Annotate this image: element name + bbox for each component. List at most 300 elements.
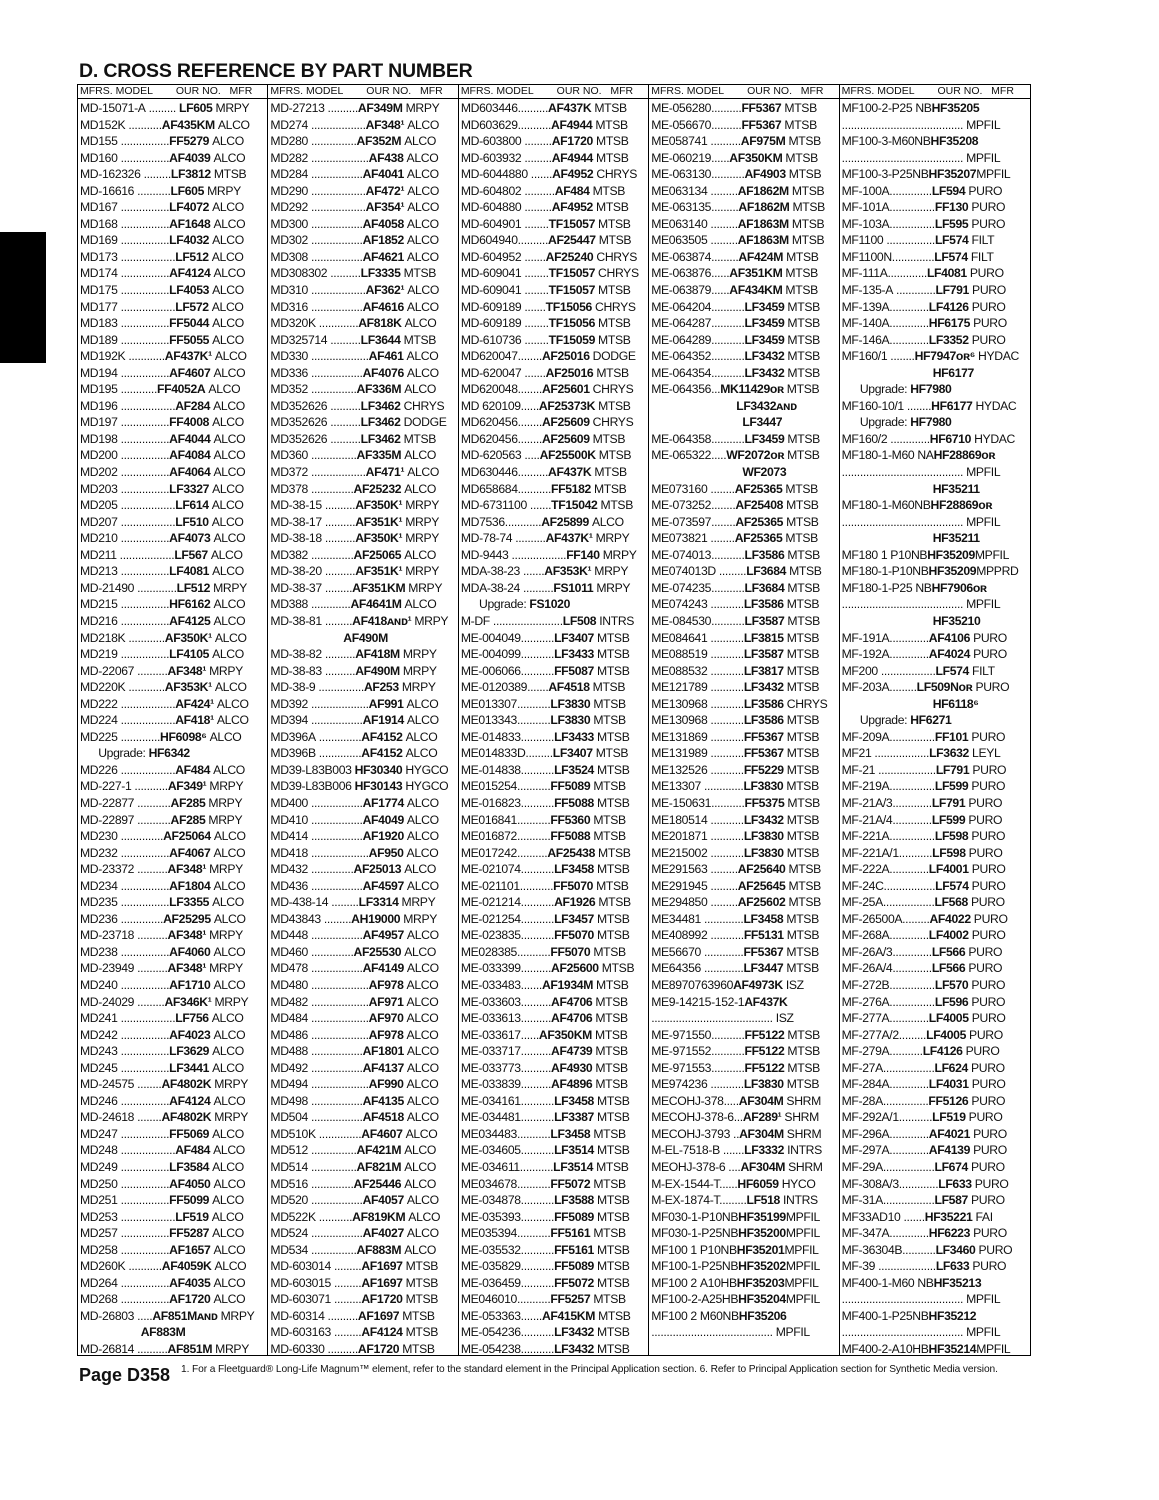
table-row: MD448 .................AF4957 ALCO [270, 928, 439, 943]
table-row: MD-6044880 .......AF4952 CHRYS [460, 167, 638, 182]
table-row: MF-140A.............HF6175 PURO [841, 316, 1007, 331]
table-row: MD222 ..................AF424¹ ALCO [80, 696, 249, 711]
table-row: MD245 ................LF3441 ALCO [80, 1060, 244, 1075]
table-row: ME-054238...........LF3432 MTSB [460, 1342, 630, 1355]
table-row: ME034483...........LF3458 MTSB [460, 1126, 626, 1141]
table-row: MF030-1-P25NBHF35200MPFIL [651, 1226, 820, 1241]
table-row: ME028385...........FF5070 MTSB [460, 944, 626, 959]
table-row: M-DF .......................LF508 INTRS [460, 613, 635, 628]
table-row: MD-38-82 ..........AF418M MRPY [270, 647, 437, 662]
table-row: MF100-2-A25HBHF35204MPFIL [651, 1292, 820, 1307]
table-row: MD-620047 .......AF25016 MTSB [460, 365, 629, 380]
table-row: MD-609189 .......TF15056 CHRYS [460, 299, 636, 314]
table-row: MF-36304B...........LF3460 PURO [841, 1242, 1013, 1257]
table-row: ME294850 .........AF25602 MTSB [651, 895, 821, 910]
table-row: MD234 ................AF1804 ALCO [80, 878, 246, 893]
table-row: MD-604901 ........TF15057 MTSB [460, 216, 631, 231]
table-row: MF100-3-P25NBHF35207MPFIL [841, 167, 1011, 182]
table-row: MD432 ..............AF25013 ALCO [270, 862, 437, 877]
table-row: MD177 ..................LF572 ALCO [80, 299, 244, 314]
table-row: MD360 ...............AF335M ALCO [270, 448, 436, 463]
table-row: ME-014833...........LF3433 MTSB [460, 729, 630, 744]
table-row: ME-033717..........AF4739 MTSB [460, 1044, 628, 1059]
table-row: MD-609041 ........TF15057 MTSB [460, 283, 631, 298]
table-row: MD-38-15 ..........AF350K¹ MRPY [270, 498, 440, 513]
table-row: MF180 1 P10NBHF35209MPFIL [841, 547, 1010, 562]
table-row: MD-21490 .............LF512 MRPY [80, 580, 247, 595]
table-row: MD396A ..............AF4152 ALCO [270, 729, 438, 744]
table-row: MD230 ..............AF25064 ALCO [80, 829, 246, 844]
table-row: ME-064358...........LF3459 MTSB [651, 431, 820, 446]
table-row: MD219 ................LF4105 ALCO [80, 647, 244, 662]
table-row: MF100-3-M60NBHF35208 [841, 134, 979, 149]
table-row: MF-39 ...................LF633 PURO [841, 1259, 1007, 1274]
table-row: ........................................ MPFIL [841, 465, 1001, 480]
table-row: LF3432ᴀɴᴅ [736, 398, 797, 413]
table-row: MF1100 ................LF574 FILT [841, 233, 995, 248]
table-row: MD352626 ..........LF3462 DODGE [270, 415, 447, 430]
table-row: MD394 .................AF1914 ALCO [270, 713, 439, 728]
table-row: MD-603071 .........AF1720 MTSB [270, 1292, 439, 1307]
table-row: ME-021074...........LF3458 MTSB [460, 862, 630, 877]
table-row: ME-073597........AF25365 MTSB [651, 514, 819, 529]
table-row: MF-296A.............AF4021 PURO [841, 1126, 1007, 1141]
table-row: MD-162326 .........LF3812 MTSB [80, 167, 247, 182]
table-row: ME074013D .........LF3684 MTSB [651, 564, 822, 579]
table-column [840, 99, 1030, 1355]
table-row: ME-033839..........AF4896 MTSB [460, 1077, 628, 1092]
table-row: MD152K ...........AF435KM ALCO [80, 117, 250, 132]
table-row: MD-603932 .........AF4944 MTSB [460, 150, 629, 165]
table-row: MD43843 .........AH19000 MRPY [270, 911, 438, 926]
table-row: MD189 ................FF5055 ALCO [80, 332, 244, 347]
table-row: MF-277A.............LF4005 PURO [841, 1011, 1006, 1026]
table-column [649, 99, 839, 1355]
table-row: ME-054236...........LF3432 MTSB [460, 1325, 630, 1340]
table-row: ME-035532...........FF5161 MTSB [460, 1242, 630, 1257]
table-row: MF100-1-P25NBHF35202MPFIL [651, 1259, 820, 1274]
table-row: ME-016823...........FF5088 MTSB [460, 795, 630, 810]
table-row: MD658684...........FF5182 MTSB [460, 481, 627, 496]
table-row: MD280 ...............AF352M ALCO [270, 134, 436, 149]
table-row: MD480 ...................AF978 ALCO [270, 977, 439, 992]
table-row: ME-036459...........FF5072 MTSB [460, 1275, 630, 1290]
table-row: MD-23949 ..........AF348¹ MRPY [80, 961, 243, 976]
table-row: MD216 ................AF4125 ALCO [80, 613, 246, 628]
table-row: MF-279A...........LF4126 PURO [841, 1044, 1000, 1059]
table-row: ME-065322.....WF2072ᴏʀ MTSB [651, 448, 820, 463]
table-row: MD192K ............AF437K¹ ALCO [80, 349, 247, 364]
table-row: MD520 .................AF4057 ALCO [270, 1193, 439, 1208]
table-row: MD620456........AF25609 MTSB [460, 431, 626, 446]
table-row: MD-22897 ...........AF285 MRPY [80, 812, 243, 827]
table-row: MD284 .................AF4041 ALCO [270, 167, 439, 182]
table-row: ME408992 ...........FF5131 MTSB [651, 928, 820, 943]
table-row: MD 620109......AF25373K MTSB [460, 398, 631, 413]
table-row: MF-221A/1...........LF598 PURO [841, 845, 1003, 860]
table-row: MD460 ..............AF25530 ALCO [270, 944, 437, 959]
table-row: MD-15071-A ......... LF605 MRPY [80, 101, 250, 115]
table-row: MD510K ..............AF4607 ALCO [270, 1126, 438, 1141]
table-row: MD-609041 ........TF15057 CHRYS [460, 266, 639, 281]
table-row: MD372 ..................AF471¹ ALCO [270, 465, 440, 480]
table-row: MF-101A...............FF130 PURO [841, 200, 1006, 215]
table-row: MF-308A/3.............LF633 PURO [841, 1176, 1009, 1191]
table-row: MF200 ..................LF574 FILT [841, 663, 995, 678]
table-row: ........................................ MPFIL [841, 117, 1001, 132]
table-row: MD316 .................AF4616 ALCO [270, 299, 439, 314]
table-row: ME-063876......AF351KM MTSB [651, 266, 818, 281]
table-row: ME-034481...........LF3387 MTSB [460, 1110, 630, 1125]
table-row: MD320K .............AF818K ALCO [270, 316, 437, 331]
table-row: MD388 .............AF4641M ALCO [270, 597, 437, 612]
table-row: ME088519 ...........LF3587 MTSB [651, 647, 820, 662]
table-row: MD-26814 ..........AF851M MRPY [80, 1342, 249, 1355]
table-row: Upgrade: HF7980 [841, 415, 952, 430]
table-row: M-EL-7518-B .......LF3332 INTRS [651, 1143, 822, 1158]
table-row: MD-22877 ...........AF285 MRPY [80, 795, 243, 810]
page-title: D. CROSS REFERENCE BY PART NUMBER [79, 60, 473, 82]
table-row: ME-053363.......AF415KM MTSB [460, 1308, 631, 1323]
table-row: ME-023835...........FF5070 MTSB [460, 928, 630, 943]
table-row: MD308302 ..........LF3335 MTSB [270, 266, 437, 281]
table-row: MD392 ...................AF991 ALCO [270, 696, 439, 711]
table-row: AF490M [343, 630, 388, 645]
table-row: MF400-2-A10HBHF35214MPFIL [841, 1342, 1011, 1355]
table-row: MD603446..........AF437K MTSB [460, 101, 627, 115]
table-row: MD-620563 .....AF25500K MTSB [460, 448, 632, 463]
table-row: ME035394...........FF5161 MTSB [460, 1226, 626, 1241]
table-row: MF100 1 P10NBHF35201MPFIL [651, 1242, 819, 1257]
table-row: MD378 ..............AF25232 ALCO [270, 481, 437, 496]
table-column [459, 99, 649, 1355]
table-row: MD268 ................AF1720 ALCO [80, 1292, 246, 1307]
table-row: MD436 .................AF4597 ALCO [270, 878, 439, 893]
table-row: MD-23718 ..........AF348¹ MRPY [80, 928, 243, 943]
table-row: Upgrade: HF6342 [80, 746, 190, 761]
table-row: MF030-1-P10NBHF35199MPFIL [651, 1209, 820, 1224]
table-row: MD352 ...............AF336M ALCO [270, 382, 436, 397]
table-row: MF-219A...............LF599 PURO [841, 779, 1006, 794]
table-row: MF100-2-P25 NBHF35205 [841, 101, 980, 115]
table-row: ME-035393...........FF5089 MTSB [460, 1209, 630, 1224]
table-row: MD200 ................AF4084 ALCO [80, 448, 246, 463]
table-row: AF883M [140, 1325, 186, 1340]
table-row: MD251 ................FF5099 ALCO [80, 1193, 244, 1208]
table-row: ME073160 ........AF25365 MTSB [651, 481, 818, 496]
table-row: MD160 ................AF4039 ALCO [80, 150, 246, 165]
table-row: MD-603800 .........AF1720 MTSB [460, 134, 629, 149]
table-row: MD310 ..................AF362¹ ALCO [270, 283, 440, 298]
table-row: MD-38-18 ..........AF350K¹ MRPY [270, 531, 440, 546]
table-row: ME-035829...........FF5089 MTSB [460, 1259, 630, 1274]
table-row: MF-103A...............LF595 PURO [841, 216, 1006, 231]
table-row: MD300 .................AF4058 ALCO [270, 216, 439, 231]
table-row: MF180-1-P25 NBHF7906ᴏʀ [841, 580, 987, 595]
table-row: MD478 .................AF4149 ALCO [270, 961, 439, 976]
table-row: MD325714 ..........LF3644 MTSB [270, 332, 437, 347]
table-row: ME074243 ...........LF3586 MTSB [651, 597, 820, 612]
table-row: ME291563 .........AF25640 MTSB [651, 862, 821, 877]
table-row: ME015254...........FF5089 MTSB [460, 779, 626, 794]
table-row: MD486 ...................AF978 ALCO [270, 1027, 439, 1042]
table-row: ME215002 ...........LF3830 MTSB [651, 845, 820, 860]
table-row: MF-268A.............LF4002 PURO [841, 928, 1006, 943]
table-row: MD250 ................AF4050 ALCO [80, 1176, 246, 1191]
table-row: MD202 ................AF4064 ALCO [80, 465, 246, 480]
table-row: MD382 ..............AF25065 ALCO [270, 547, 437, 562]
cross-reference-table [77, 84, 1031, 1356]
table-row: MD205 ..................LF614 ALCO [80, 498, 244, 513]
table-row: MD39-L83B006 HF30143 HYGCO [270, 779, 449, 794]
table-row: MD238 ................AF4060 ALCO [80, 944, 246, 959]
table-row: MECOHJ-378-6...AF289¹ SHRM [651, 1110, 819, 1125]
table-row: MD494 ...................AF990 ALCO [270, 1077, 439, 1092]
table-row: MF-297A.............AF4139 PURO [841, 1143, 1007, 1158]
table-row: ME-064352...........LF3432 MTSB [651, 349, 820, 364]
table-row: MF-135-A .............LF791 PURO [841, 283, 1006, 298]
table-row: ME-060219......AF350KM MTSB [651, 150, 818, 165]
table-row: ME014833D.........LF3407 MTSB [460, 746, 629, 761]
table-row: MD302 .................AF1852 ALCO [270, 233, 439, 248]
table-row: MF33AD10 .......HF35221 FAI [841, 1209, 993, 1224]
table-row: ME13307 .............LF3830 MTSB [651, 779, 819, 794]
table-row: MF-26500A.........AF4022 PURO [841, 911, 1008, 926]
table-row: MD-38-81 .........AF418ᴀɴᴅ¹ MRPY [270, 613, 449, 628]
table-row: MECOHJ-378.....AF304M SHRM [651, 1093, 821, 1108]
header-cell: MFRS. MODEL OUR NO. MFR [78, 85, 268, 98]
table-row: ........................................ MPFIL [841, 514, 1001, 529]
table-row: ME-084530...........LF3587 MTSB [651, 613, 820, 628]
table-row: MF-292A/1...........LF519 PURO [841, 1110, 1003, 1125]
table-row: ME-971550...........FF5122 MTSB [651, 1027, 820, 1042]
table-row: MD620456........AF25609 CHRYS [460, 415, 634, 430]
table-row: MD-27213 ..........AF349M MRPY [270, 101, 440, 115]
table-row: MD-603014 .........AF1697 MTSB [270, 1259, 439, 1274]
table-row: MD-603015 .........AF1697 MTSB [270, 1275, 439, 1290]
table-row: ME-033773..........AF4930 MTSB [460, 1060, 628, 1075]
table-row: ME64356 .............LF3447 MTSB [651, 961, 819, 976]
table-row: MD246 ................AF4124 ALCO [80, 1093, 246, 1108]
table-row: MF-209A...............FF101 PURO [841, 729, 1006, 744]
header-cell: MFRS. MODEL OUR NO. MFR [459, 85, 649, 98]
table-row: ME013343...........LF3830 MTSB [460, 713, 626, 728]
table-row: MD-16616 ...........LF605 MRPY [80, 183, 241, 198]
table-row: ME-033617......AF350KM MTSB [460, 1027, 628, 1042]
table-row: MD484 ...................AF970 ALCO [270, 1011, 439, 1026]
table-row: MF-191A.............AF4106 PURO [841, 630, 1007, 645]
table-row: ME131989 ...........FF5367 MTSB [651, 746, 820, 761]
table-row: MD196 ..................AF284 ALCO [80, 398, 245, 413]
table-row: WF2073 [742, 465, 787, 480]
table-row: MD-24575 ........AF4802K MRPY [80, 1077, 249, 1092]
table-row: MD-603163 .........AF4124 MTSB [270, 1325, 439, 1340]
table-row: MD236 ..............AF25295 ALCO [80, 911, 246, 926]
table-row: MF-272B...............LF570 PURO [841, 977, 1006, 992]
table-row: MF-28A...............FF5126 PURO [841, 1093, 1006, 1108]
table-row: ME-074235...........LF3684 MTSB [651, 580, 820, 595]
table-row: MD242 ................AF4023 ALCO [80, 1027, 246, 1042]
table-row: MD240 ................AF1710 ALCO [80, 977, 246, 992]
table-row: HF6118⁶ [932, 696, 979, 711]
table-row: MECOHJ-3793 ..AF304M SHRM [651, 1126, 822, 1141]
table-row: ME8970763960AF4973K ISZ [651, 977, 804, 992]
table-row: MD-60330 ..........AF1720 MTSB [270, 1342, 435, 1355]
header-cell: MFRS. MODEL OUR NO. MFR [841, 85, 1014, 97]
table-row: MD210 ................AF4073 ALCO [80, 531, 246, 546]
table-row: MF160/1 ........HF7947ᴏʀ⁶ HYDAC [841, 349, 1019, 364]
table-row: MD516 ..............AF25446 ALCO [270, 1176, 437, 1191]
table-row: MF-31A.................LF587 PURO [841, 1193, 1005, 1208]
table-row: ........................................ ISZ [651, 1011, 794, 1026]
table-row: MF160/2 .............HF6710 HYDAC [841, 431, 1015, 446]
table-row: MD352626 ..........LF3462 CHRYS [270, 398, 445, 413]
table-row: MF1100N..............LF574 FILT [841, 249, 994, 264]
table-row: ME130968 ...........LF3586 MTSB [651, 713, 820, 728]
table-row: ME-063879......AF434KM MTSB [651, 283, 818, 298]
table-row: ME017242..........AF25438 MTSB [460, 845, 631, 860]
table-row: MD247 ................FF5069 ALCO [80, 1126, 244, 1141]
table-row: MD274 ..................AF348¹ ALCO [270, 117, 440, 132]
table-row: MD282 ...................AF438 ALCO [270, 150, 439, 165]
table-row: ME-971553...........FF5122 MTSB [651, 1060, 820, 1075]
table-row: ME9-14215-152-1AF437K [651, 994, 788, 1009]
table-row: ME34481 .............LF3458 MTSB [651, 911, 819, 926]
table-row: MD-609189 ........TF15056 MTSB [460, 316, 631, 331]
table-row: ME013307...........LF3830 MTSB [460, 696, 626, 711]
table-row: ME-033603..........AF4706 MTSB [460, 994, 628, 1009]
section-tab [0, 232, 46, 363]
table-column [78, 99, 268, 1355]
table-row: MD215 ................HF6162 ALCO [80, 597, 246, 612]
table-row: MF-26A/3.............LF566 PURO [841, 944, 1003, 959]
footnote: 1. For a Fleetguard® Long-Life Magnum™ element, refer to the standard element in the Principal Application section. 6. Refer to Principal Application section for Synthetic Media version. [181, 1364, 998, 1375]
table-row: MD-38-20 ..........AF351K¹ MRPY [270, 564, 440, 579]
table-row: MD308 .................AF4621 ALCO [270, 249, 439, 264]
table-row: M-EX-1544-T......HF6059 HYCO [651, 1176, 816, 1191]
table-row: MD260K ...........AF4059K ALCO [80, 1259, 247, 1274]
table-row: ME-063874.........AF424M MTSB [651, 249, 819, 264]
table-row: MF-111A.............LF4081 PURO [841, 266, 1004, 281]
table-row: MF-21A/4.............LF599 PURO [841, 812, 1003, 827]
table-row: MD534 ...............AF883M ALCO [270, 1242, 436, 1257]
header-cell: MFRS. MODEL OUR NO. MFR [268, 85, 458, 98]
table-row: MD-438-14 .........LF3314 MRPY [270, 895, 436, 910]
table-row: MF-27A.................LF624 PURO [841, 1060, 1005, 1075]
page-number: Page D358 [79, 1365, 171, 1385]
table-row: MD226 ..................AF484 ALCO [80, 762, 245, 777]
table-row: MD213 ................LF4081 ALCO [80, 564, 244, 579]
table-row: ME131869 ...........FF5367 MTSB [651, 729, 820, 744]
table-row: MDA-38-23 .......AF353K¹ MRPY [460, 564, 629, 579]
table-row: MD167 ................LF4072 ALCO [80, 200, 244, 215]
table-row: MF400-1-M60 NBHF35213 [841, 1275, 982, 1290]
table-row: MD604940..........AF25447 MTSB [460, 233, 632, 248]
table-row: ME-063130...........AF4903 MTSB [651, 167, 822, 182]
table-row: ME56670 .............FF5367 MTSB [651, 944, 819, 959]
table-row: MD175 ................LF4053 ALCO [80, 283, 244, 298]
table-row: Upgrade: FS1020 [460, 597, 570, 612]
table-row: MD-610736 ........TF15059 MTSB [460, 332, 631, 347]
table-row: MD418 ...................AF950 ALCO [270, 845, 439, 860]
table-row: ME974236 ...........LF3830 MTSB [651, 1077, 820, 1092]
table-row: MD220K ............AF353K¹ ALCO [80, 680, 247, 695]
table-row: MD232 ................AF4067 ALCO [80, 845, 246, 860]
table-row: MD-24618 ........AF4802K MRPY [80, 1110, 249, 1125]
table-row: MD336 .................AF4076 ALCO [270, 365, 439, 380]
table-row: HF35211 [932, 531, 980, 546]
table-row: ME-064287...........LF3459 MTSB [651, 316, 820, 331]
table-row: MD-227-1 ...........AF349¹ MRPY [80, 779, 244, 794]
table-row: ME-034605...........LF3514 MTSB [460, 1143, 630, 1158]
table-row: ME-073252........AF25408 MTSB [651, 498, 819, 513]
table-row: MD-6731100 .......TF15042 MTSB [460, 498, 633, 513]
table-row: MD211 ..................LF567 ALCO [80, 547, 243, 562]
table-row: HF6177 [932, 365, 974, 380]
table-row: MD-38-83 ..........AF490M MRPY [270, 663, 437, 678]
table-row: ME-033483.......AF1934M MTSB [460, 977, 629, 992]
table-row: MD-38-17 ..........AF351K¹ MRPY [270, 514, 440, 529]
table-row: MD330 ...................AF461 ALCO [270, 349, 439, 364]
table-row: ........................................ MPFIL [651, 1325, 810, 1340]
table-row: MD512 ...............AF421M ALCO [270, 1143, 436, 1158]
table-row: MF-21A/3.............LF791 PURO [841, 795, 1003, 810]
table-row: ME073821 ........AF25365 MTSB [651, 531, 818, 546]
table-row: MD-604880 .........AF4952 MTSB [460, 200, 629, 215]
table-column [268, 99, 458, 1355]
table-row: ME034678...........FF5072 MTSB [460, 1176, 626, 1191]
table-row: MD-9443 ..................FF140 MRPY [460, 547, 637, 562]
table-row: MD243 ................LF3629 ALCO [80, 1044, 244, 1059]
table-row: MD352626 ..........LF3462 MTSB [270, 431, 437, 446]
table-row: MF160-10/1 ........HF6177 HYDAC [841, 398, 1017, 413]
table-row: ME-971552...........FF5122 MTSB [651, 1044, 820, 1059]
table-row: ME291945 .........AF25645 MTSB [651, 878, 821, 893]
table-row: MD488 .................AF1801 ALCO [270, 1044, 439, 1059]
table-row: MD-23372 ..........AF348¹ MRPY [80, 862, 243, 877]
table-row: MD410 .................AF4049 ALCO [270, 812, 439, 827]
table-row: MD155 ................FF5279 ALCO [80, 134, 244, 149]
table-row: MD-22067 ..........AF348¹ MRPY [80, 663, 243, 678]
table-row: MD225 .............HF6098⁶ ALCO [80, 729, 242, 744]
table-row: Upgrade: HF7980 [841, 382, 952, 397]
table-row: ME130968 ...........LF3586 CHRYS [651, 696, 828, 711]
table-row: MF21 ..................LF3632 LEYL [841, 746, 1001, 761]
table-row: MF180-1-M60 NAHF28869ᴏʀ [841, 448, 996, 463]
table-row: MD249 ................LF3584 ALCO [80, 1160, 244, 1174]
table-row: ME-021101...........FF5070 MTSB [460, 878, 629, 893]
table-row: ME-006066...........FF5087 MTSB [460, 663, 630, 678]
table-body [77, 99, 1031, 1356]
table-row: HF35210 [932, 613, 981, 628]
table-row: ME-021214...........AF1926 MTSB [460, 895, 631, 910]
table-row: ME121789 ...........LF3432 MTSB [651, 680, 820, 695]
table-row: MF-347A.............HF6223 PURO [841, 1226, 1007, 1241]
table-row: ME-064289...........LF3459 MTSB [651, 332, 820, 347]
table-row: ME063140 .........AF1863M MTSB [651, 216, 825, 231]
table-row: MD198 ................AF4044 ALCO [80, 431, 246, 446]
table-row: MD524 .................AF4027 ALCO [270, 1226, 439, 1241]
table-row: MD498 .................AF4135 ALCO [270, 1093, 439, 1108]
table-row: ME201871 ...........LF3830 MTSB [651, 829, 820, 844]
table-row: MF-276A...............LF596 PURO [841, 994, 1006, 1009]
table-row: MD253 ..................LF519 ALCO [80, 1209, 244, 1224]
table-row: ME-0120389.......AF4518 MTSB [460, 680, 626, 695]
table-row: ME063134 .........AF1862M MTSB [651, 183, 825, 198]
table-row: MD620047........AF25016 DODGE [460, 349, 636, 364]
table-row: MD248 ..................AF484 ALCO [80, 1143, 245, 1158]
table-row: MF400-1-P25NBHF35212 [841, 1308, 977, 1323]
